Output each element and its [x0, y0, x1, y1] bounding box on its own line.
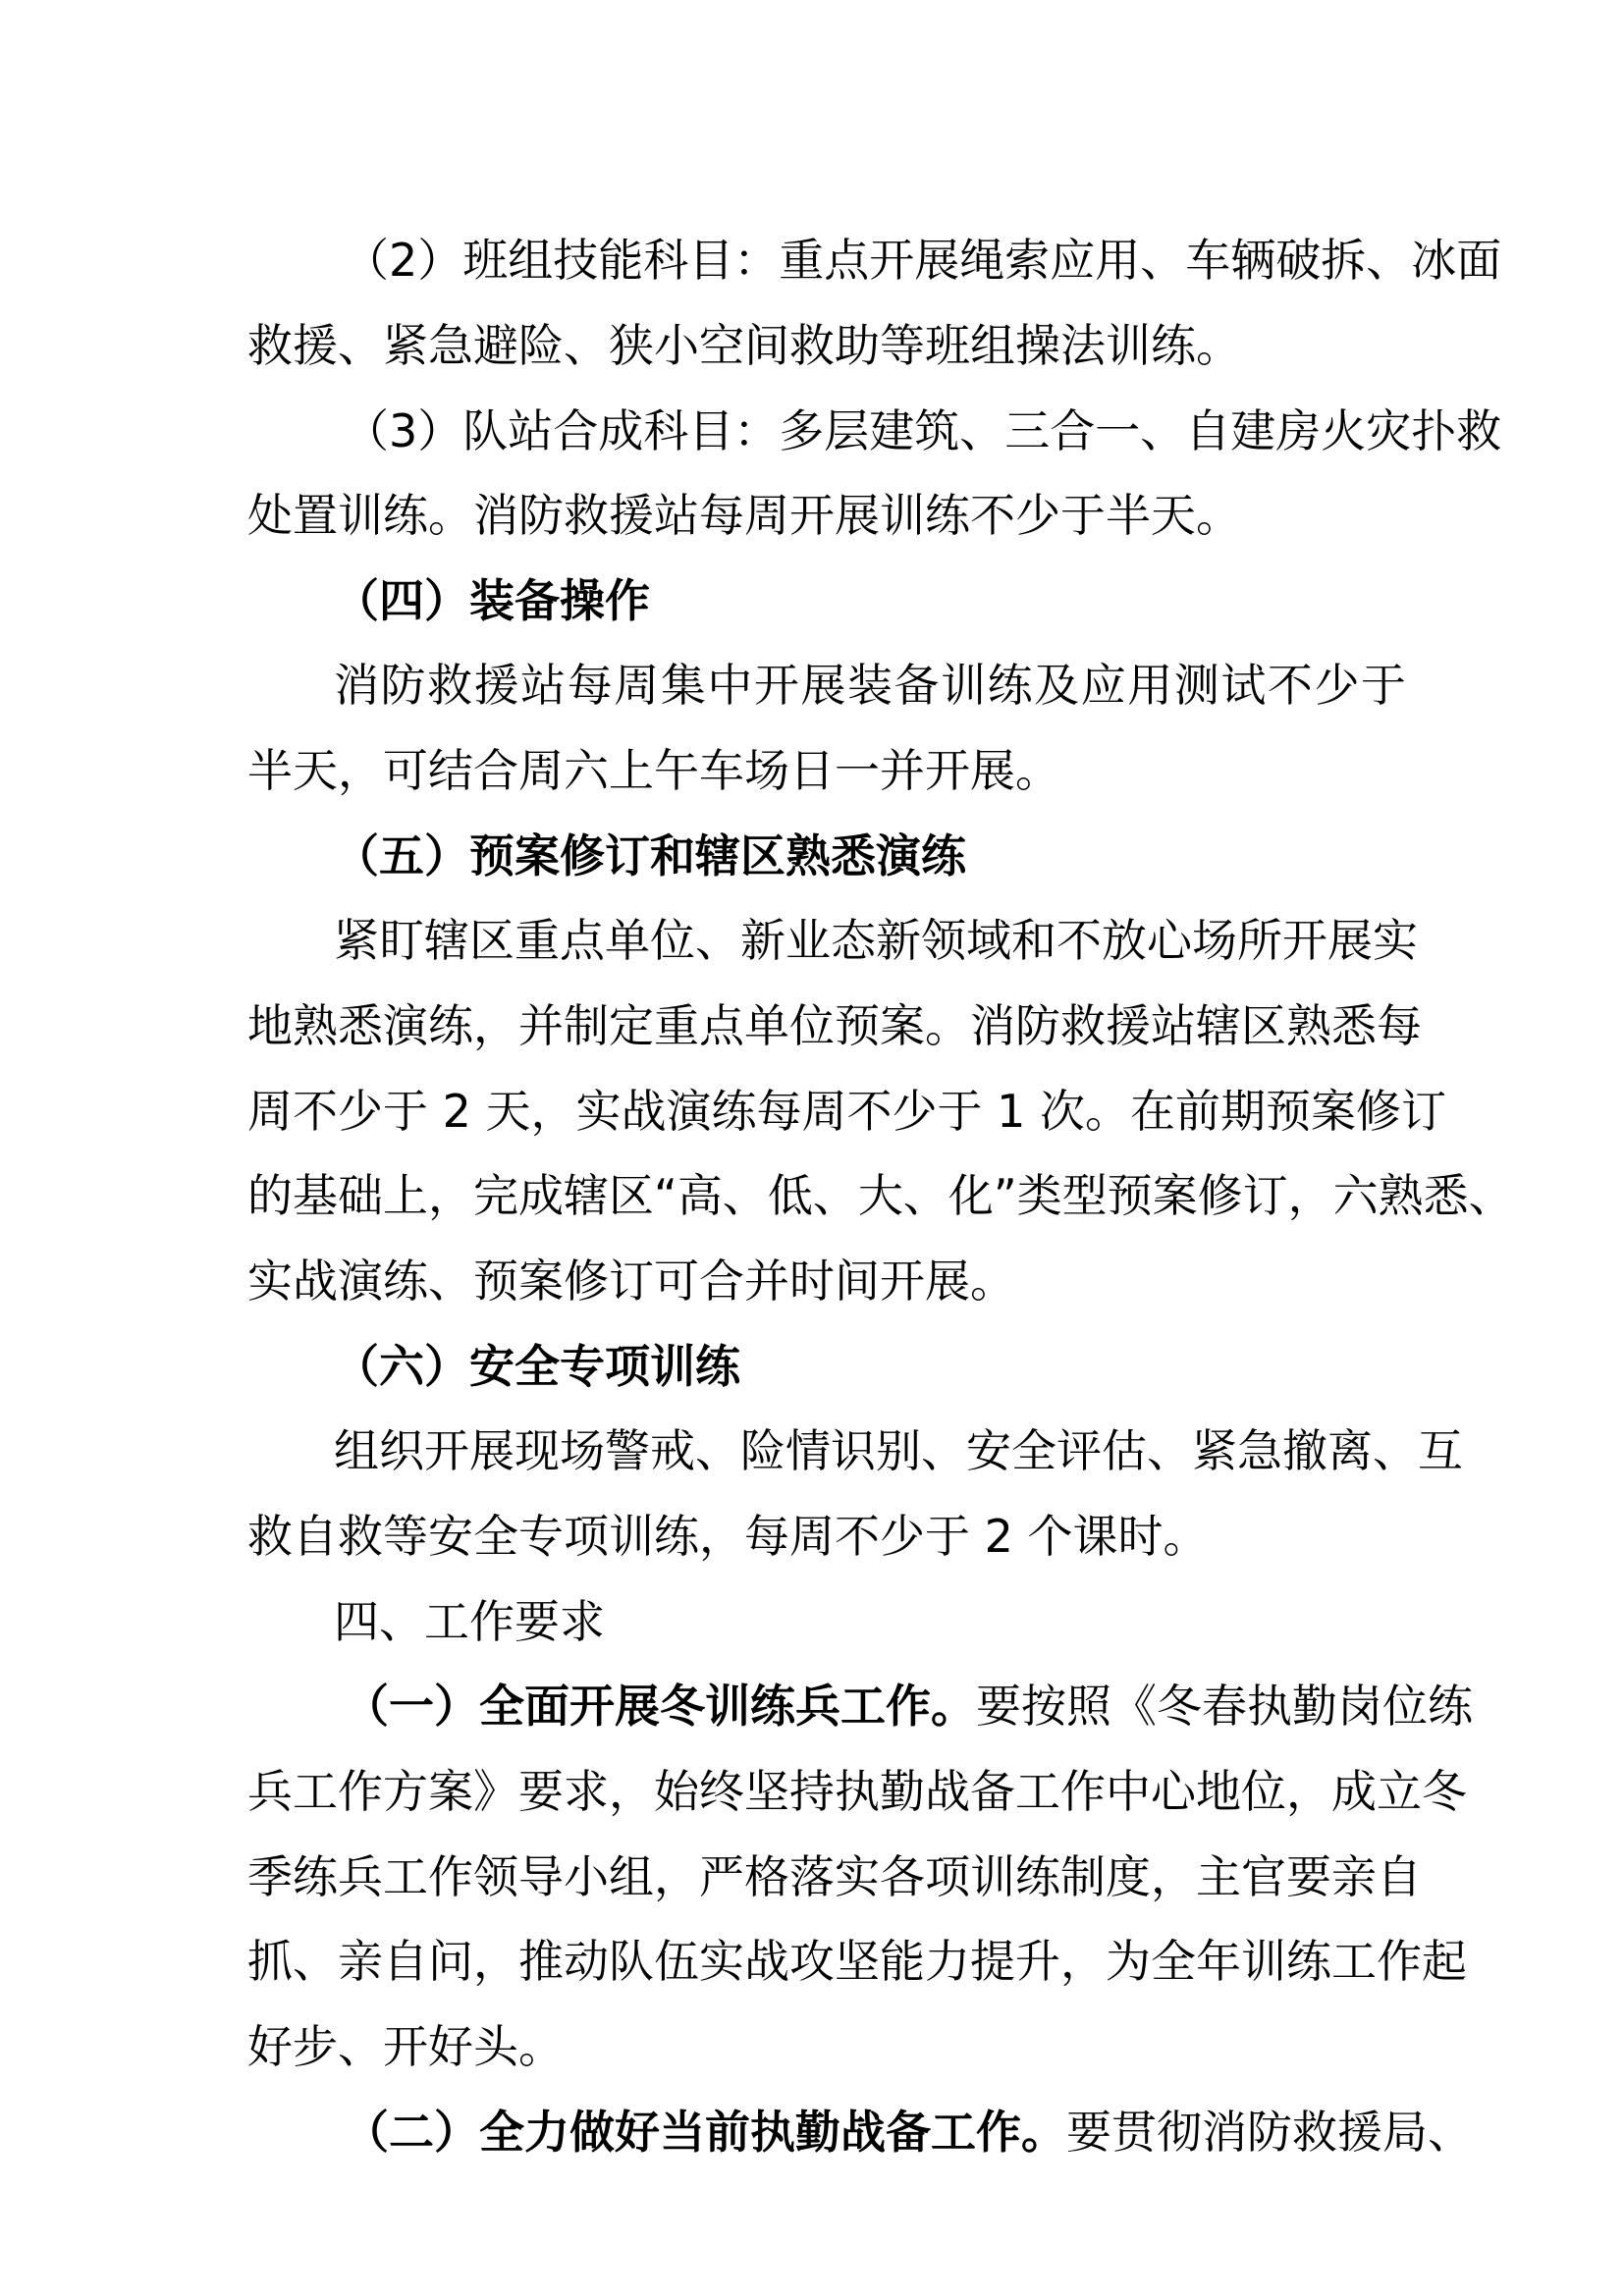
section-heading: 四、工作要求 [334, 1595, 605, 1648]
text-line: 组织开展现场警戒、险情识别、安全评估、紧急撤离、互 [334, 1424, 1463, 1477]
text-line: 处置训练。消防救援站每周开展训练不少于半天。 [247, 489, 1241, 542]
section-heading: （五）预案修订和辖区熟悉演练 [334, 829, 966, 882]
text-line: 的基础上，完成辖区“高、低、大、化”类型预案修订，六熟悉、 [247, 1169, 1514, 1222]
lead-text: 要贯彻消防救援局、 [1066, 2106, 1473, 2159]
text-line: 地熟悉演练，并制定重点单位预案。消防救援站辖区熟悉每 [247, 999, 1422, 1052]
section-heading: （六）安全专项训练 [334, 1340, 740, 1393]
text-line: 季练兵工作领导小组，严格落实各项训练制度，主官要亲自 [247, 1850, 1422, 1903]
text-line: （2）班组技能科目：重点开展绳索应用、车辆破拆、冰面 [344, 234, 1502, 287]
text-line: 消防救援站每周集中开展装备训练及应用测试不少于 [334, 659, 1406, 712]
lead-text: 要按照《冬春执勤岗位练 [976, 1680, 1473, 1733]
text-line: 半天，可结合周六上午车场日一并开展。 [247, 744, 1060, 797]
text-line: 救援、紧急避险、狭小空间救助等班组操法训练。 [247, 319, 1241, 372]
text-line: 实战演练、预案修订可合并时间开展。 [247, 1255, 1015, 1308]
text-line [344, 1677, 1473, 1735]
text-line: 周不少于 2 天，实战演练每周不少于 1 次。在前期预案修订 [247, 1085, 1447, 1138]
lead-heading: （二）全力做好当前执勤战备工作。 [344, 2106, 1066, 2159]
lead-heading: （一）全面开展冬训练兵工作。 [344, 1680, 976, 1733]
text-line: （3）队站合成科目：多层建筑、三合一、自建房火灾扑救 [344, 404, 1502, 457]
text-line: 抓、亲自问，推动队伍实战攻坚能力提升，为全年训练工作起 [247, 1935, 1467, 1988]
text-line: 紧盯辖区重点单位、新业态新领域和不放心场所开展实 [334, 914, 1418, 967]
text-line: 好步、开好头。 [247, 2020, 564, 2073]
text-line [344, 2103, 1473, 2162]
text-line: 兵工作方案》要求，始终坚持执勤战备工作中心地位，成立冬 [247, 1765, 1467, 1818]
text-line: 救自救等安全专项训练，每周不少于 2 个课时。 [247, 1510, 1209, 1563]
section-heading: （四）装备操作 [334, 574, 650, 627]
